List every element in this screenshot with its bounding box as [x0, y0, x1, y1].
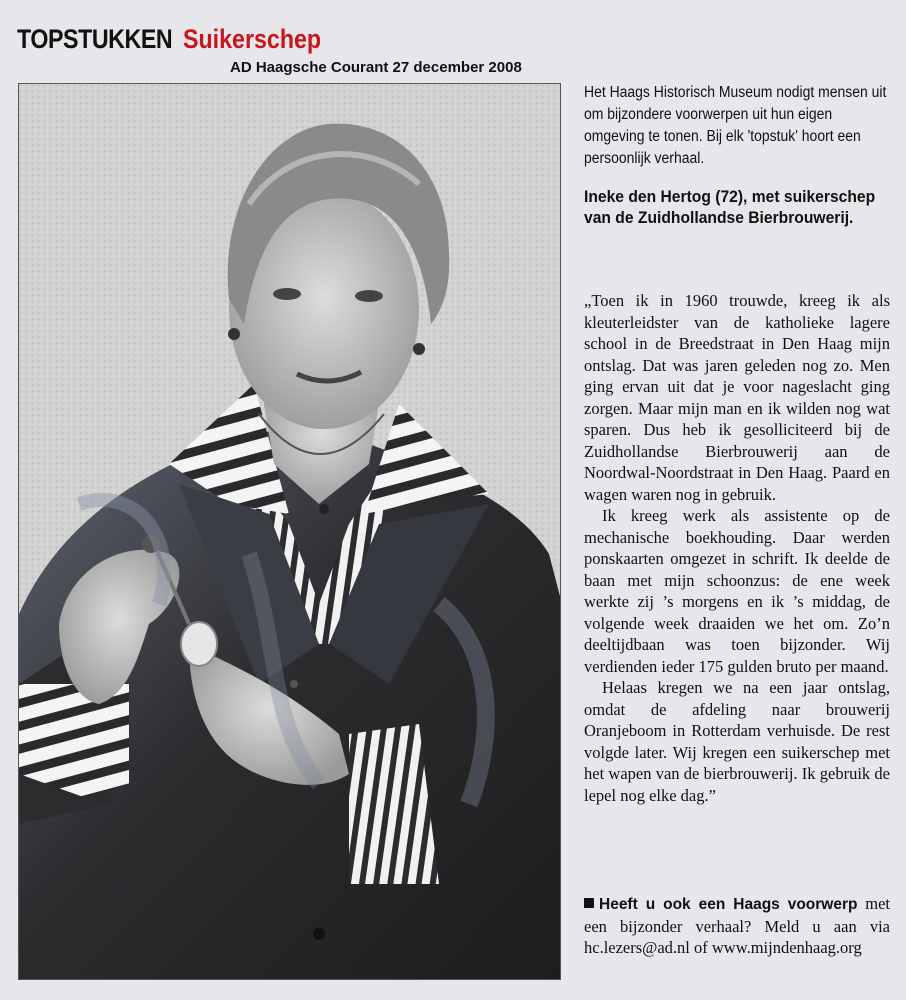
masthead	[17, 24, 322, 58]
portrait-photo	[18, 83, 561, 980]
callout-lead: Heeft u ook een Haags voorwerp	[599, 896, 858, 913]
article-title: Suikerschep	[183, 24, 322, 54]
body-paragraph-2: Ik kreeg werk als assistente op de mechanische boekhouding. Daar werden ponskaarten omgezet in schrift. Ik deelde de baan met mijn schoonzus: de ene week werkte zij ’s morgens en ik ’s middag, de volgende week draaiden we het om. Zo’n deeltijdbaan was toen bijzonder. Wij verdienden ieder 175 gulden bruto per maand.	[584, 506, 890, 676]
body-paragraph-3: Helaas kregen we na een jaar ontslag, omdat de afdeling naar brouwerij Oranjeboom in Rotterdam verhuisde. De rest volgde later. Wij kregen een suikerschep met het wapen van de bierbrouwerij. Ik gebruik de lepel nog elke dag.”	[584, 678, 890, 805]
article-subhead: Ineke den Hertog (72), met suikerschep van de Zuidhollandse Bierbrouwerij.	[584, 187, 876, 227]
portrait-illustration	[19, 84, 561, 980]
intro-text: Het Haags Historisch Museum nodigt mensen uit om bijzondere voorwerpen uit hun eigen omgeving te tonen. Bij elk 'topstuk' hoort een persoonlijk verhaal.	[584, 84, 887, 167]
square-bullet-icon	[584, 898, 594, 908]
article-body	[584, 290, 890, 806]
callout-text: met een bijzonder verhaal? Meld u aan via hc.lezers@ad.nl of www.mijndenhaag.org	[584, 894, 891, 957]
body-paragraph-1: „Toen ik in 1960 trouwde, kreeg ik als kleuterleidster van de katholieke lagere school in de Breedstraat in Den Haag mijn ontslag. Dat was jaren geleden nog zo. Men ging ervan uit dat je voor nageslacht ging zorgen. Maar mijn man en ik wilden nog wat sparen. Dus heb ik gesolliciteerd bij de Zuidhollandse Bierbrouwerij aan de Noordwal-Noordstraat in Den Haag. Paard en wagen waren nog in gebruik.	[584, 291, 890, 504]
series-title: TOPSTUKKEN	[17, 24, 173, 54]
publication-source: AD Haagsche Courant 27 december 2008	[230, 59, 522, 76]
reader-callout	[584, 893, 890, 959]
